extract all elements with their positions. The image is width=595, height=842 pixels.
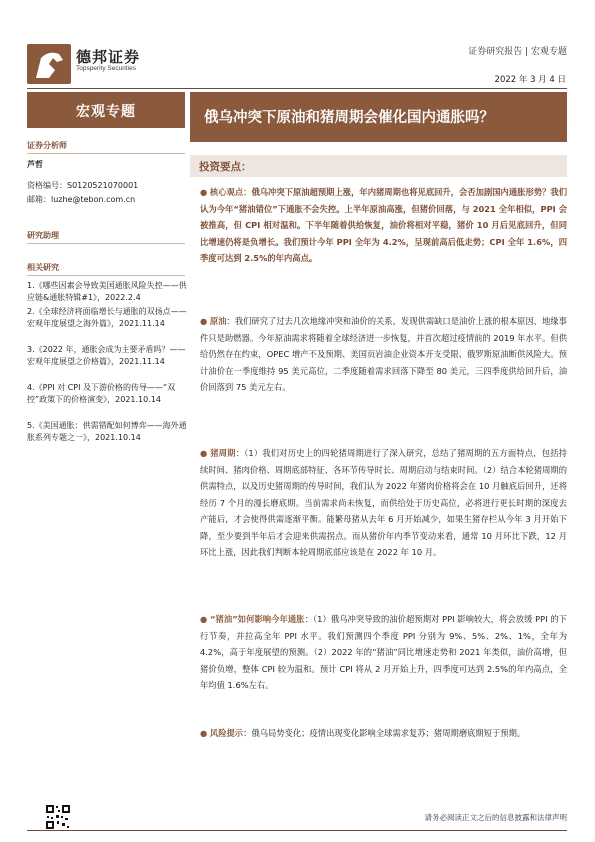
bullet-text: 俄乌局势变化；疫情出现变化影响全球需求复苏；猪周期磨底期短于预期。 xyxy=(251,728,526,738)
related-heading: 相关研究 xyxy=(27,263,59,272)
bullet-icon: ● xyxy=(200,614,210,624)
logo-mark xyxy=(27,44,71,84)
doc-type: 证券研究报告 | 宏观专题 xyxy=(468,47,567,57)
bullet-icon: ● xyxy=(200,187,210,197)
bullet-icon: ● xyxy=(200,316,210,326)
report-date: 2022 年 3 月 4 日 xyxy=(494,75,566,85)
related-item[interactable]: 3.《2022 年，通胀会成为主要矛盾吗？——宏观年度展望之价格篇》，2021.11.14 xyxy=(27,345,186,366)
logo-text-cn: 德邦证券 xyxy=(76,48,141,66)
bullet-risk xyxy=(200,725,567,742)
bullet-emphasis: 俄乌冲突下原油超预期上涨，年内猪周期也将见底回升，会否加剧国内通胀形势？我们认为今年“猪油错位”下通胀不会失控。上半年原油高涨，但猪价回落，与 2021 全年相似，PPI 会被推高，但 CPI 相对温和。下半年随着供给恢复，油价将相对平稳，猪价 10 月后见底回升，但同比增速仍将是负增长。我们预计今年 PPI 全年为 4.2%，呈现前高后低走势；CPI 全年 1.6%，四季度可达到 2.5%的年内高点。 xyxy=(200,187,567,263)
key-points-heading: 投资要点： xyxy=(199,161,252,173)
footer-divider xyxy=(27,830,567,831)
analyst-name: 芦哲 xyxy=(27,160,43,169)
bullet-label: 核心观点： xyxy=(209,187,252,197)
qr-code-icon xyxy=(45,804,71,830)
key-points-bar xyxy=(190,155,567,177)
bullet-label: 原油： xyxy=(209,316,235,326)
sidebar-divider xyxy=(27,243,185,244)
bullet-icon: ● xyxy=(200,728,210,738)
sidebar-divider xyxy=(27,275,185,276)
bullet-pig-cycle xyxy=(200,445,567,561)
related-item[interactable]: 2.《全球经济将面临增长与通胀的双扬点——宏观年度展望之海外篇》，2021.11.14 xyxy=(27,307,187,328)
logo-text-en: Topsperity Securities xyxy=(76,65,136,72)
category-label: 宏观专题 xyxy=(76,104,136,120)
bullet-label: 风险提示： xyxy=(209,728,252,738)
bullet-label: 猪周期： xyxy=(210,448,245,458)
bullet-text: （1）我们对历史上的四轮猪周期进行了深入研究，总结了猪周期的五方面特点，包括持续时间、猪肉价格、周期底部特征、各环节传导时长、周期启动与结束时间。（2）结合本轮猪周期的供需特点，以及历史猪周期的传导时间，我们认为 2022 年猪肉价格将会在 10 月触底后回升，还将经历 7 个月的漫长磨底期。当前需求尚未恢复，而供给处于历史高位，必将进行更长时期的深度去产能后，才会使得供需逐渐平衡。能繁母猪从去年 6 月开始减少，如果生猪存栏从今年 3 月开始下降，至少要到半年后才会迎来供需拐点。而从猪价年内季节变动来看，通常 10 月环比下跌，12 月环比上涨，因此我们判断本轮周期底部应该是在 2022 年 10 月。 xyxy=(200,448,567,557)
legal-disclaimer: 请务必阅读正文之后的信息披露和法律声明 xyxy=(424,813,567,822)
cert-number: 资格编号：S0120521070001 xyxy=(27,181,139,190)
title-band xyxy=(190,92,567,142)
related-item[interactable]: 1.《哪些因素会导致美国通胀风险失控——供应链&通胀特辑#1》，2022.2.4 xyxy=(27,281,187,302)
bullet-core-view xyxy=(200,184,567,267)
bullet-label: “猪油”如何影响今年通胀： xyxy=(210,614,313,624)
bullet-oil xyxy=(200,313,567,396)
bullet-icon: ● xyxy=(200,448,211,458)
report-title: 俄乌冲突下原油和猪周期会催化国内通胀吗？ xyxy=(204,109,494,126)
related-item[interactable]: 4.《PPI 对 CPI 及下游价格的传导——“双控”政策下的价格演变》，2021.10.14 xyxy=(27,383,176,404)
bullet-inflation-impact xyxy=(200,611,567,694)
assistant-heading: 研究助理 xyxy=(27,231,59,240)
category-band xyxy=(27,92,185,128)
sidebar-divider xyxy=(27,153,185,154)
analyst-heading: 证券分析师 xyxy=(27,141,67,150)
bullet-text: 我们研究了过去几次地缘冲突和油价的关系，发现供需缺口是油价上涨的根本原因，地缘事件只是助燃器。今年原油需求将随着全球经济进一步恢复，并首次超过疫情前的 2019 年水平。但供给仍然存在约束，OPEC 增产不及预期、美国页岩油企业资本开支受限、俄罗斯原油断供风险大。预计油价在一季度维持 95 美元高位，二季度随着需求回落下降至 80 美元，三四季度供给回升后，油价回落到 75 美元左右。 xyxy=(200,316,567,392)
bullet-text: （1）俄乌冲突导致的油价超预期对 PPI 影响较大，将会放缓 PPI 的下行节奏，并拉高全年 PPI 水平。我们预测四个季度 PPI 分别为 9%、5%、2%、1%，全年为 4.2%，高于年度展望的预测。（2）2022 年的“猪油”同比增速走势和 2021 年类似，油价高增，但猪价负增，整体 CPI 较为温和。预计 CPI 将从 2 月开始上升，四季度可达到 2.5%的年内高点，全年均值 1.6%左右。 xyxy=(200,614,567,690)
header-divider xyxy=(27,88,567,89)
related-item[interactable]: 5.《美国通胀：供需错配如何博弈——海外通胀系列专题之一》，2021.10.14 xyxy=(27,421,187,442)
analyst-email[interactable]: 邮箱：luzhe@tebon.com.cn xyxy=(27,195,136,204)
